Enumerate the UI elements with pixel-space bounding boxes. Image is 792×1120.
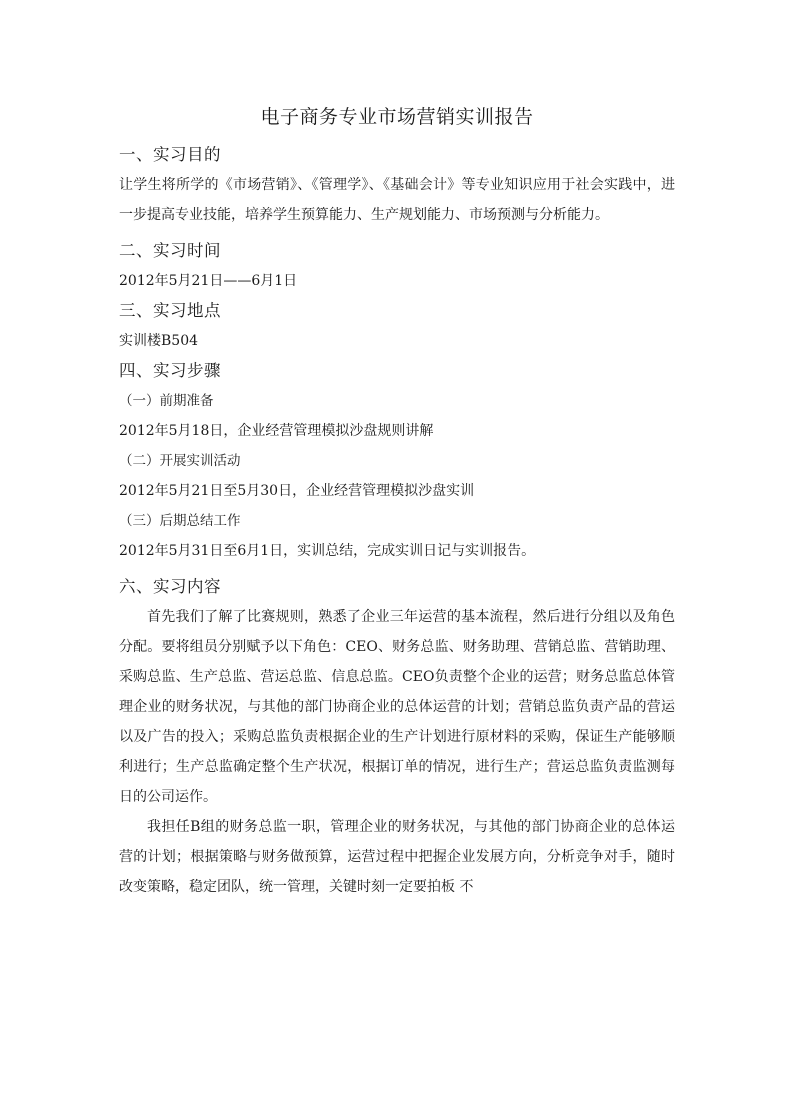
step-body-1: 2012年5月18日，企业经营管理模拟沙盘规则讲解 — [119, 423, 434, 439]
section-body-location: 实训楼B504 — [119, 333, 199, 349]
step-body-2: 2012年5月21日至5月30日，企业经营管理模拟沙盘实训 — [119, 483, 475, 499]
section-heading-purpose: 一、实习目的 — [119, 145, 221, 164]
step-heading-3: （三）后期总结工作 — [119, 513, 241, 529]
section-heading-steps: 四、实习步骤 — [119, 361, 221, 380]
section-heading-content: 六、实习内容 — [119, 577, 221, 596]
section-body-time: 2012年5月21日——6月1日 — [119, 273, 298, 289]
section-heading-time: 二、实习时间 — [119, 241, 221, 260]
document-title: 电子商务专业市场营销实训报告 — [260, 106, 534, 128]
content-paragraph-2: 我担任B组的财务总监一职，管理企业的财务状况，与其他的部门协商企业的总体运营的计划；根据策略与财务做预算，运营过程中把握企业发展方向，分析竞争对手，随时改变策略，稳定团队，统一管理，关键时刻一定要拍板 不 — [119, 819, 675, 895]
step-heading-1: （一）前期准备 — [119, 393, 214, 409]
section-body-purpose: 让学生将所学的《市场营销》、《管理学》、《基础会计》等专业知识应用于社会实践中，进一步提高专业技能，培养学生预算能力、生产规划能力、市场预测与分析能力。 — [119, 177, 675, 223]
document-content — [119, 100, 675, 902]
section-heading-location: 三、实习地点 — [119, 301, 221, 320]
step-body-3: 2012年5月31日至6月1日，实训总结，完成实训日记与实训报告。 — [119, 543, 536, 559]
content-paragraph-1: 首先我们了解了比赛规则，熟悉了企业三年运营的基本流程，然后进行分组以及角色分配。要将组员分别赋予以下角色：CEO、财务总监、财务助理、营销总监、营销助理、采购总监、生产总监、营运总监、信息总监。CEO负责整个企业的运营；财务总监总体管理企业的财务状况，与其他的部门协商企业的总体运营的计划；营销总监负责产品的营运以及广告的投入；采购总监负责根据企业的生产计划进行原材料的采购，保证生产能够顺利进行；生产总监确定整个生产状况，根据订单的情况，进行生产；营运总监负责监测每日的公司运作。 — [119, 609, 675, 805]
step-heading-2: （二）开展实训活动 — [119, 453, 241, 469]
